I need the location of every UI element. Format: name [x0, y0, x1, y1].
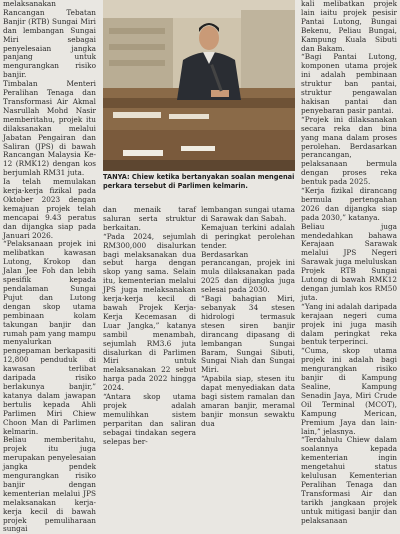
parliament-photo-illustration	[103, 0, 295, 171]
paragraph: Beliau memberitahu, projek itu juga merupakan penyelesaian jangka pendek mengurangkan risiko banjir dengan kementerian melalui JPS melaksanakan kerja-kerja kecil di bawah projek pemuliharaan sungai	[3, 435, 96, 534]
caption-lead: TANYA:	[103, 173, 130, 181]
paragraph: dan menaik taraf saluran serta struktur berkaitan.	[103, 205, 196, 232]
paragraph: “Terdahulu Chiew dalam soalannya kepada kementerian ingin mengetahui status kelulusan Kementerian Peralihan Tenaga dan Transformasi Air dan tarikh jangkaan projek untuk mitigasi banjir dan pelaksanaan	[301, 435, 397, 525]
paragraph: Beliau juga mendedahkan bahawa Kerajaan Sarawak melalui JPS Negeri Sarawak juga meluluskan Projek RTB Sungai Lutong di bawah RMK12 dengan jumlah kos RM50 juta.	[301, 221, 397, 302]
article-column-1	[3, 0, 96, 534]
paragraph: “Kerja fizikal dirancang bermula pertengahan 2026 dan dijangka siap pada 2030,” katanya.	[301, 186, 397, 222]
paragraph: “Cuma, skop utama projek ini adalah bagi mengurangkan risiko banjir di Kampung Sealine, Kampung Senadin Jaya, Miri Crude Oil Terminal (MCOT), Kampung Merican, Premium Jaya dan lain-lain,” jelasnya.	[301, 346, 397, 436]
paragraph: Ia telah memulakan kerja-kerja fizikal pada Oktober 2023 dengan kemajuan projek telah mencapai 9.43 peratus dan dijangka siap pada Januari 2026.	[3, 177, 96, 240]
paragraph: “Projek ini dilaksanakan secara reka dan bina yang mana dalam proses perolehan. Berdasarkan perancangan, pelaksanaan bermula dengan proses reka bentuk pada 2025.	[301, 114, 397, 187]
paragraph: melaksanakan Rancangan Tebatan Banjir (RTB) Sungai Miri dan lembangan Sungai Miri sebagai penyelesaian jangka panjang untuk mengurangkan risiko banjir.	[3, 0, 96, 80]
paragraph: “Yang ini adalah daripada kerajaan negeri cuma projek ini juga masih dalam peringkat reka bentuk terperinci.	[301, 301, 397, 347]
article-column-3	[201, 205, 295, 428]
photo-caption	[103, 173, 295, 191]
article-column-4	[301, 0, 397, 525]
paragraph: “Pelaksanaan projek ini melibatkan kawasan Lutong, Krokop dan Jalan Jee Foh dan lebih spesifik kepada pendalaman Sungai Pujut dan Lutong dengan skop utama pembinaan kolam takungan banjir dan rumah pam yang mampu menyalurkan pengepaman berkapasiti 12,800 penduduk di kawasan terlibat daripada risiko berlakunya banjir,” katanya dalam jawapan bertulis kepada Ahli Parlimen Miri Chiew Choon Man di Parlimen kelmarin.	[3, 239, 96, 436]
paragraph: Kemajuan terkini adalah di peringkat perolehan tender.	[201, 222, 295, 250]
paragraph: Timbalan Menteri Peralihan Tenaga dan Transformasi Air Akmal Nasrullah Mohd Nasir memberitahu, projek itu dilaksanakan melalui Jabatan Pengairan dan Saliran (JPS) di bawah Rancangan Malaysia Ke-12 (RMK12) dengan kos berjumlah RM31 juta.	[3, 79, 96, 178]
paragraph: “Bagi Pantai Lutong, komponen utama projek ini adalah pembinaan struktur ban pantai, struktur pengawalan hakisan pantai dan penyebaran pasir pantai.	[301, 52, 397, 115]
paragraph: Berdasarkan perancangan, projek ini mula dilaksanakan pada 2025 dan dijangka juga selesai pada 2030.	[201, 249, 295, 295]
paragraph: kali melibatkan projek lain iaitu projek pesisir Pantai Lutong, Bungai Bekenu, Peliau Bungai, Kampung Kuala Sibuti dan Bakam.	[301, 0, 397, 53]
paragraph: “Apabila siap, stesen itu dapat menyediakan data bagi sistem ramalan dan amaran banjir, meramal banjir monsun sewaktu dua	[201, 374, 295, 428]
article-column-2	[103, 205, 196, 446]
paragraph: “Bagi bahagian Miri, sebanyak 34 stesen hidrologi termasuk stesen siren banjir dirancang dipasang di lembangan Sungai Baram, Sungai Sibuti, Sungai Niah dan Sungai Miri.	[201, 294, 295, 375]
paragraph: lembangan sungai utama di Sarawak dan Sabah.	[201, 205, 295, 223]
paragraph: “Antara skop utama projek adalah memulihkan sistem perparitan dan saliran sebagai tindakan segera selepas ber-	[103, 392, 196, 446]
paragraph: “Pada 2024, sejumlah RM300,000 disalurkan bagi melaksanakan dua sebut harga dengan skop yang sama. Selain itu, kementerian melalui JPS juga melaksanakan kerja-kerja kecil di bawah Projek Kerja-Kerja Kecemasan di Luar Jangka,” katanya sambil menambah, sejumlah RM3.6 juta disalurkan di Parlimen Miri untuk melaksanakan 22 sebut harga pada 2022 hingga 2024.	[103, 231, 196, 393]
news-photo	[103, 0, 295, 171]
caption-text: Chiew ketika bertanyakan soalan mengenai perkara tersebut di Parlimen kelmarin.	[103, 173, 295, 190]
